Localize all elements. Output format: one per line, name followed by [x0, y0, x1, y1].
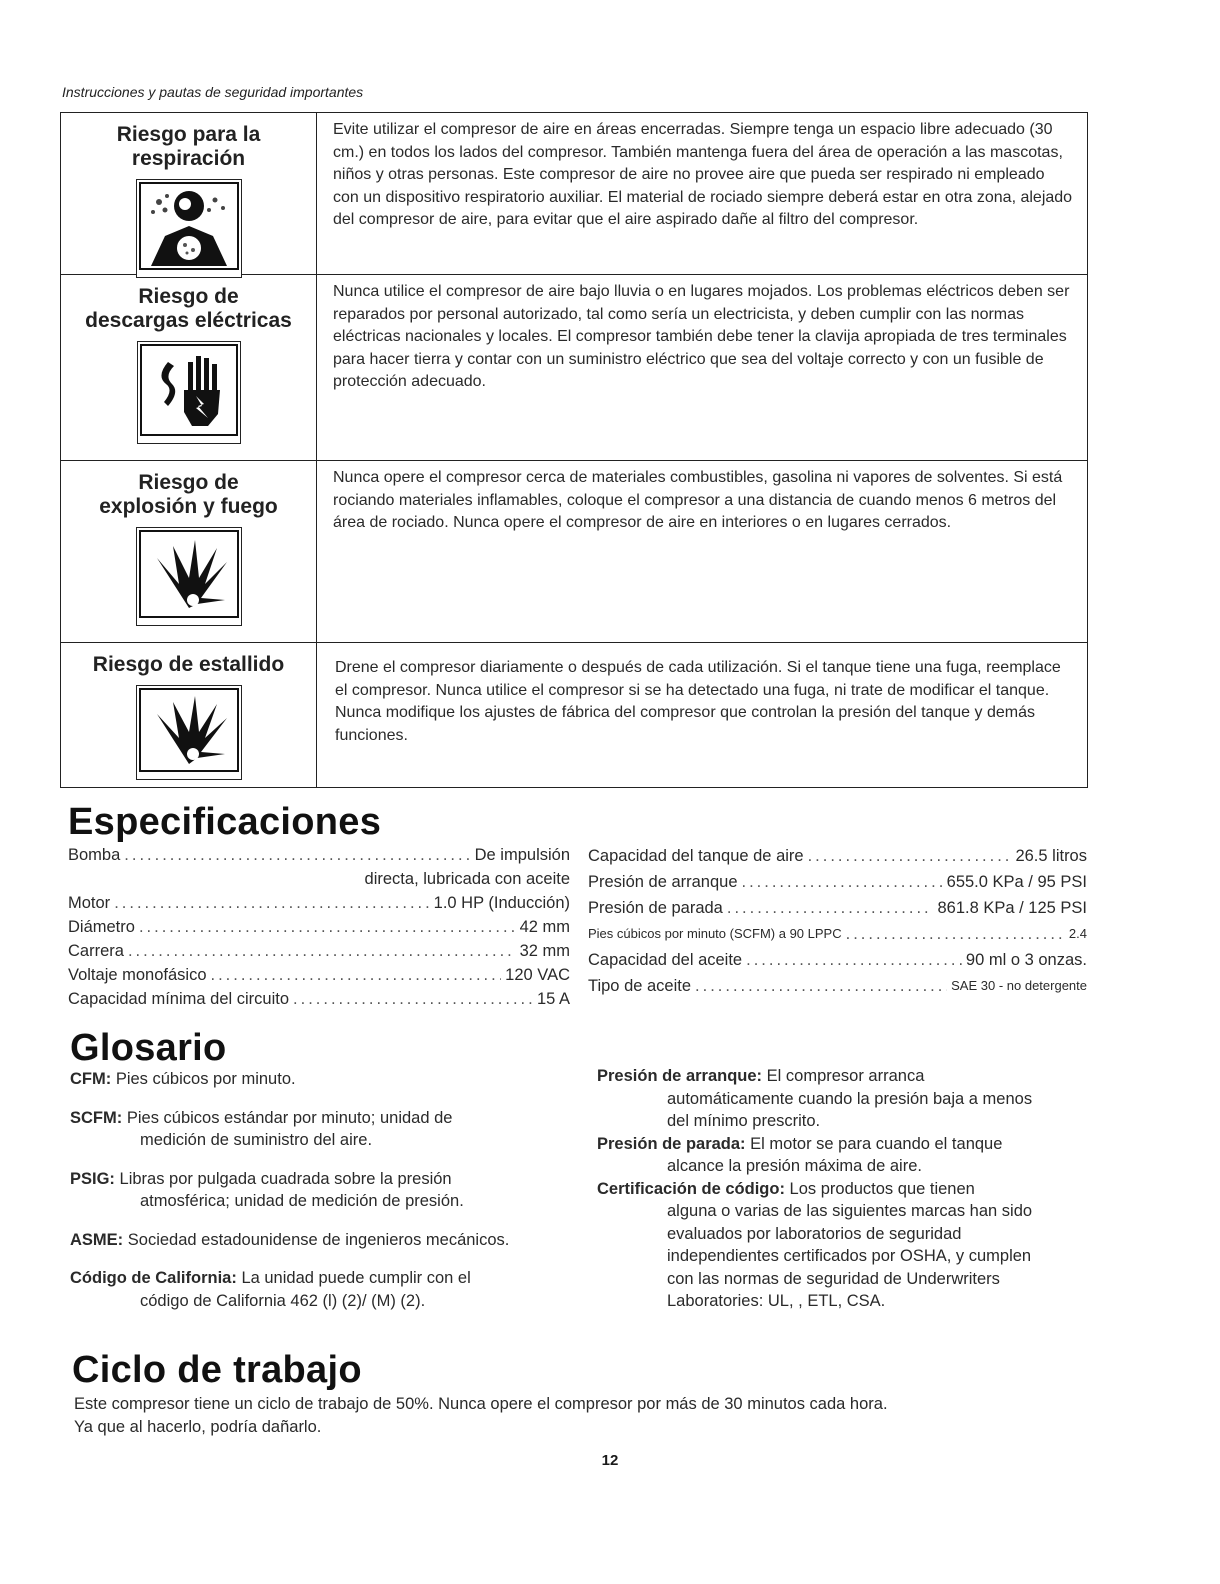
- glossary-title: Glosario: [70, 1027, 227, 1069]
- explosion-icon: [136, 527, 242, 626]
- glossary-entry: SCFM: Pies cúbicos estándar por minuto; unidad de medición de suministro del aire.: [70, 1108, 453, 1149]
- glossary-entry: Código de California: La unidad puede cumplir con el código de California 462 (l) (2)/ (M) (2).: [70, 1269, 471, 1310]
- spec-row-continuation: directa, lubricada con aceite: [364, 870, 570, 888]
- page-number: 12: [601, 1452, 619, 1469]
- spec-row: Carrera ..... 32 mm: [68, 939, 570, 963]
- spec-row: Motor ..... 1.0 HP (Inducción): [68, 891, 570, 915]
- specs-title: Especificaciones: [68, 801, 382, 843]
- hazard-text: Nunca opere el compresor cerca de materiales combustibles, gasolina ni vapores de solventes. Si está rociando materiales inflamables, coloque el compresor a una distancia de cuando menos 6 metros del área de rociado. Nunca opere el compresor de aire en interiores o en lugares cerrados.: [333, 469, 1063, 531]
- hazard-table: [60, 112, 1088, 788]
- specs-right-column: [588, 843, 1087, 999]
- page-header: Instrucciones y pautas de seguridad importantes: [62, 84, 364, 100]
- duty-cycle-title: Ciclo de trabajo: [72, 1349, 362, 1391]
- glossary-entry: Presión de parada: El motor se para cuando el tanque alcance la presión máxima de aire.: [597, 1134, 1003, 1175]
- spec-row: Capacidad mínima del circuito ..... 15 A: [68, 987, 570, 1011]
- glossary-entry: ASME: Sociedad estadounidense de ingenieros mecánicos.: [70, 1230, 510, 1249]
- duty-cycle-text: Este compresor tiene un ciclo de trabajo de 50%. Nunca opere el compresor por más de 30 minutos cada hora. Ya que al hacerlo, podría dañarlo.: [74, 1395, 888, 1436]
- spec-row: Capacidad del aceite ..... 90 ml o 3 onzas.: [588, 947, 1087, 973]
- spec-row: Voltaje monofásico ..... 120 VAC: [68, 963, 570, 987]
- glossary-left-column: [70, 1068, 570, 1328]
- spec-row: Bomba ..... De impulsión: [68, 843, 570, 867]
- glossary-entry: Certificación de código: Los productos que tienen alguna o varias de las siguientes marcas han sido evaluados por laboratorios de seguridad independientes certificados por OSHA, y cumplen con las normas de seguridad de Underwriters Laboratories: UL, , ETL, CSA.: [597, 1179, 1033, 1310]
- glossary-right-column: [597, 1065, 1097, 1313]
- glossary-entry: PSIG: Libras por pulgada cuadrada sobre la presión atmosférica; unidad de medición de presión.: [70, 1169, 464, 1210]
- specs-left-column: [68, 843, 570, 1011]
- glossary-entry: CFM: Pies cúbicos por minuto.: [70, 1070, 296, 1088]
- hazard-text: Evite utilizar el compresor de aire en áreas encerradas. Siempre tenga un espacio libre adecuado (30 cm.) en todos los lados del compresor. También mantenga fuera del área de operación a las mascotas, niños y otras personas. Este compresor de aire no provee aire que pueda ser respirado ni empleado con un dispositivo respiratorio auxiliar. El material de rociado siempre deberá estar en otra zona, alejado del compresor de aire, para evitar que el aire aspirado dañe al filtro del compresor.: [333, 121, 1073, 228]
- electric-shock-icon: [137, 341, 241, 444]
- spec-row: Tipo de aceite ..... SAE 30 - no detergente: [588, 973, 1087, 999]
- hazard-title: Riesgo de explosión y fuego: [99, 471, 278, 518]
- spec-row: Diámetro ..... 42 mm: [68, 915, 570, 939]
- burst-icon: [136, 685, 242, 780]
- hazard-text: Nunca utilice el compresor de aire bajo lluvia o en lugares mojados. Los problemas eléctricos deben ser reparados por personal autorizado, tal como sería un electricista, y deben cumplir con las normas eléctricas nacionales y locales. El compresor también debe tener la clavija apropiada de tres terminales para hacer tierra y contar con un suministro eléctrico que sea del voltaje correcto y con un fusible de protección adecuado.: [333, 283, 1070, 390]
- hazard-text: Drene el compresor diariamente o después de cada utilización. Si el tanque tiene una fuga, reemplace el compresor. Nunca utilice el compresor si se ha detectado una fuga, ni trate de modificar el tanque. Nunca modifique los ajustes de fábrica del compresor que controlan la presión del tanque y demás funciones.: [335, 659, 1061, 744]
- respiratory-hazard-icon: [136, 179, 242, 278]
- spec-row: Presión de parada ..... 861.8 KPa / 125 PSI: [588, 895, 1087, 921]
- hazard-title: Riesgo de estallido: [92, 653, 285, 676]
- glossary-entry: Presión de arranque: El compresor arranca automáticamente cuando la presión baja a menos del mínimo prescrito.: [597, 1067, 1033, 1130]
- hazard-row-explosion: [61, 461, 1087, 643]
- hazard-row-respiration: [61, 113, 1087, 275]
- hazard-row-burst: [61, 643, 1087, 787]
- spec-row: Capacidad del tanque de aire ..... 26.5 litros: [588, 843, 1087, 869]
- spec-row: Pies cúbicos por minuto (SCFM) a 90 LPPC ..... 2.4: [588, 921, 1087, 947]
- hazard-title: Riesgo para la respiración: [116, 123, 261, 170]
- hazard-row-electric: [61, 275, 1087, 461]
- hazard-title: Riesgo de descargas eléctricas: [85, 285, 292, 332]
- spec-row: Presión de arranque ..... 655.0 KPa / 95 PSI: [588, 869, 1087, 895]
